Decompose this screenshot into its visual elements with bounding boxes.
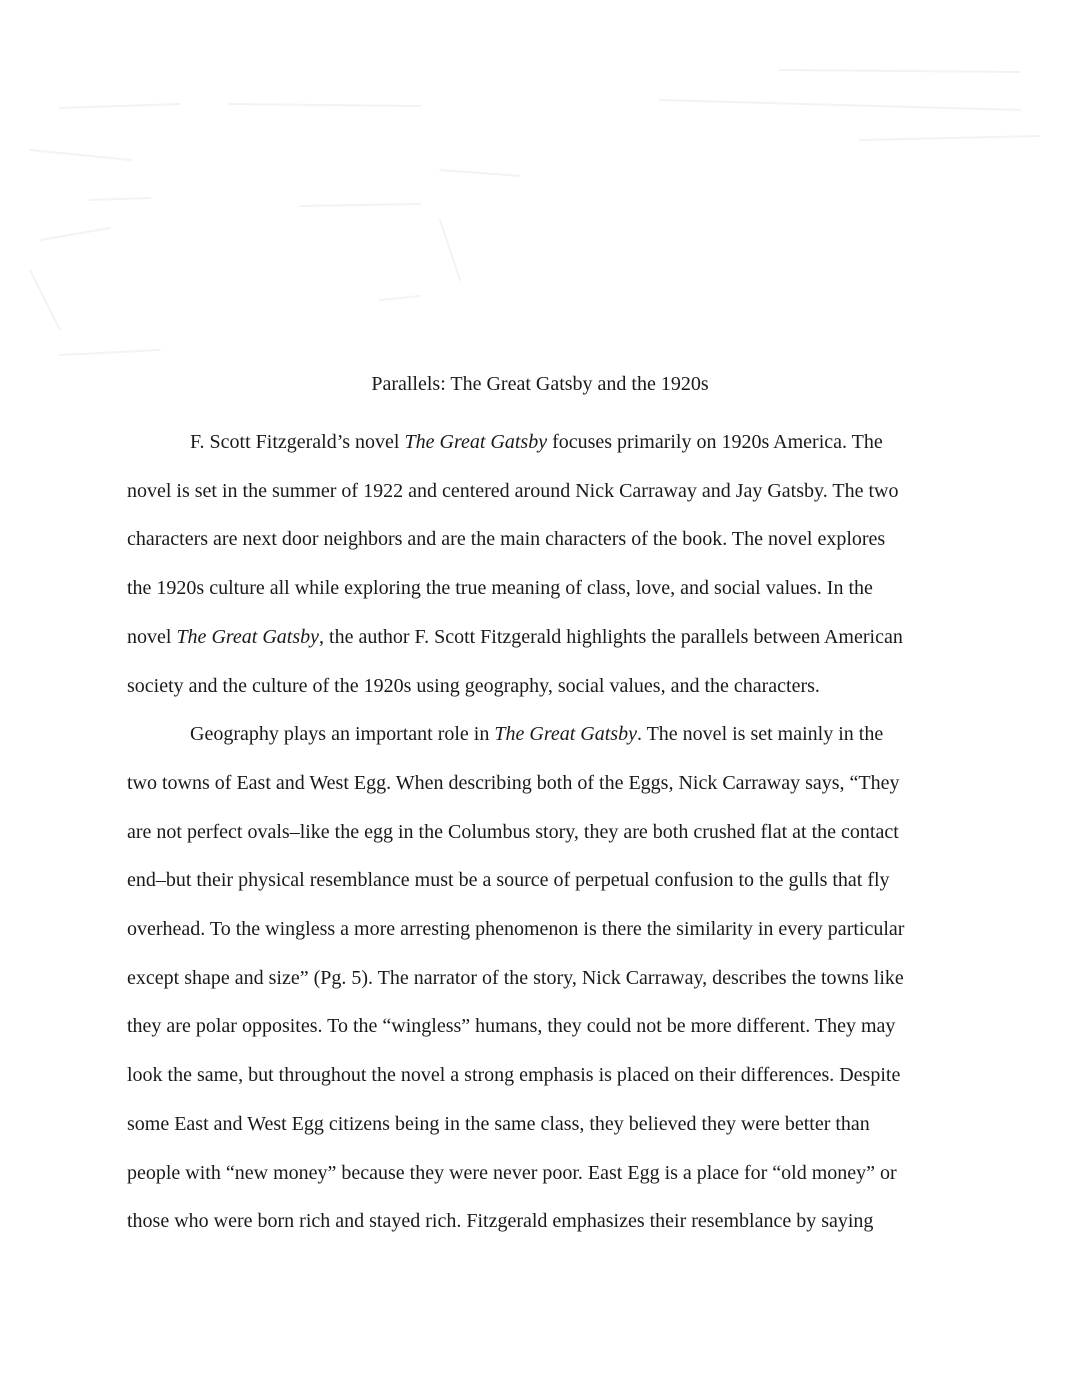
text-line: Geography plays an important role in The Great Gatsby. The novel is set mainly in the — [190, 723, 884, 746]
text-line: characters are next door neighbors and are the main characters of the book. The novel explores — [127, 528, 886, 551]
text-line: are not perfect ovals–like the egg in the Columbus story, they are both crushed flat at the contact — [127, 820, 899, 843]
paragraph — [127, 418, 953, 710]
text-line: they are polar opposites. To the “wingless” humans, they could not be more different. They may — [127, 1015, 896, 1038]
text-line: F. Scott Fitzgerald’s novel The Great Gatsby focuses primarily on 1920s America. The — [190, 431, 883, 453]
text-line: those who were born rich and stayed rich. Fitzgerald emphasizes their resemblance by saying — [127, 1210, 874, 1233]
text-line: the 1920s culture all while exploring the true meaning of class, love, and social values. In the — [127, 577, 873, 600]
text-line: novel The Great Gatsby, the author F. Scott Fitzgerald highlights the parallels between American — [127, 625, 903, 648]
text-line: novel is set in the summer of 1922 and centered around Nick Carraway and Jay Gatsby. The two — [127, 479, 899, 502]
document-body — [127, 418, 953, 1246]
erased-header-marks — [0, 0, 1080, 380]
text-line: overhead. To the wingless a more arresting phenomenon is there the similarity in every particular — [127, 918, 905, 941]
book-title-italic: The Great Gatsby — [494, 723, 637, 746]
book-title-italic: The Great Gatsby — [404, 431, 548, 453]
paragraph — [127, 710, 953, 1246]
text-line: some East and West Egg citizens being in the same class, they believed they were better than — [127, 1112, 870, 1135]
book-title-italic: The Great Gatsby — [176, 625, 320, 648]
text-line: look the same, but throughout the novel a strong emphasis is placed on their differences. Despite — [127, 1064, 901, 1087]
text-line: society and the culture of the 1920s using geography, social values, and the characters. — [127, 674, 820, 697]
text-line: two towns of East and West Egg. When describing both of the Eggs, Nick Carraway says, “They — [127, 771, 900, 794]
text-line: end–but their physical resemblance must be a source of perpetual confusion to the gulls that fly — [127, 869, 890, 892]
text-line: people with “new money” because they were never poor. East Egg is a place for “old money” or — [127, 1161, 897, 1184]
text-line: except shape and size” (Pg. 5). The narrator of the story, Nick Carraway, describes the towns like — [127, 966, 904, 989]
document-title: Parallels: The Great Gatsby and the 1920s — [371, 373, 709, 395]
